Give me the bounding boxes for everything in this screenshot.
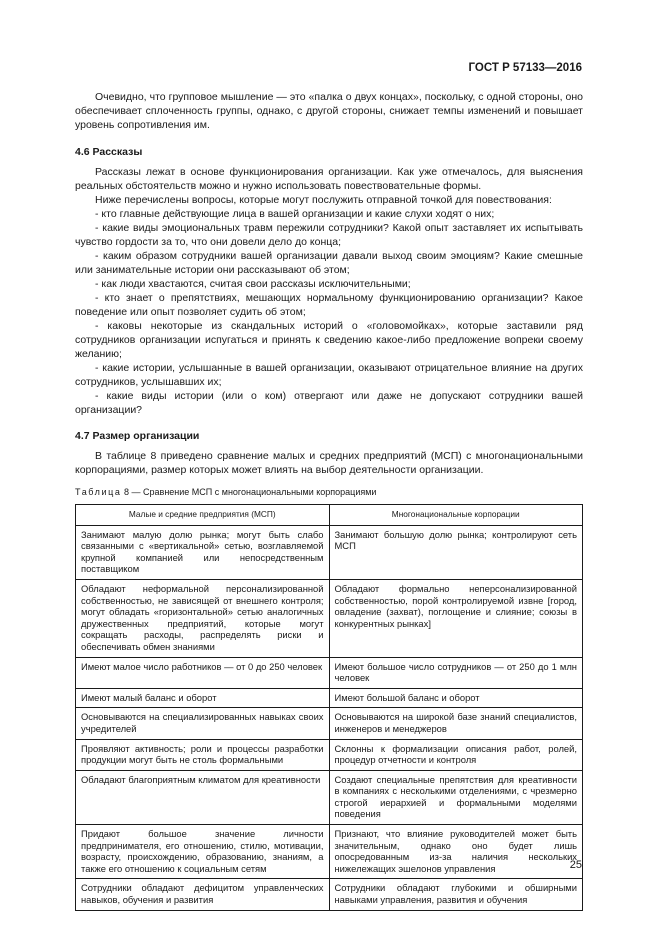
table-cell: Создают специальные препятствия для креативности в компаниях с несколькими отделениями, с чрезмерно строгой иерархией и формальными моделями поведения xyxy=(329,770,583,824)
table-cell: Обладают благоприятным климатом для креативности xyxy=(76,770,330,824)
table-cell: Имеют большой баланс и оборот xyxy=(329,688,583,708)
table-cell: Сотрудники обладают глубокими и обширными навыками управления, развития и обучения xyxy=(329,879,583,910)
list-item: - кто главные действующие лица в вашей организации и какие слухи ходят о них; xyxy=(95,208,495,220)
list-item: - кто знает о препятствиях, мешающих нормальному функционированию организации? Какое поведение или опыт позволяет судить об этом; xyxy=(75,292,583,318)
section-4-7-para1: В таблице 8 приведено сравнение малых и средних предприятий (МСП) с многонациональными корпорациями, размер которых может влиять на выбор деятельности организации. xyxy=(75,450,583,476)
document-body xyxy=(75,90,583,911)
table-row xyxy=(76,879,583,910)
table-cell: Занимают большую долю рынка; контролируют сеть МСП xyxy=(329,525,583,579)
column-header-corporations: Многонациональные корпорации xyxy=(329,505,583,526)
column-header-sme: Малые и средние предприятия (МСП) xyxy=(76,505,330,526)
table-row xyxy=(76,770,583,824)
intro-paragraph: Очевидно, что групповое мышление — это «палка о двух концах», поскольку, с одной стороны, оно обеспечивает сплоченность группы, однако, с другой стороны, снижает темпы изменений и повышает уровень сопротивления им. xyxy=(75,91,583,131)
list-item: - какие виды истории (или о ком) отвергают или даже не допускают сотрудники вашей организации? xyxy=(75,390,583,416)
standard-number: ГОСТ Р 57133—2016 xyxy=(468,62,582,74)
list-item: - каким образом сотрудники вашей организации давали выход своим эмоциям? Какие смешные или занимательные истории они рассказывают об этом; xyxy=(75,250,583,276)
table-cell: Признают, что влияние руководителей может быть значительным, однако оно будет лишь опосредованным из-за наличия нескольких нижележащих эшелонов управления xyxy=(329,825,583,879)
section-4-7-heading: 4.7 Размер организации xyxy=(75,430,200,442)
table-cell: Сотрудники обладают дефицитом управленческих навыков, обучения и развития xyxy=(76,879,330,910)
table-cell: Основываются на специализированных навыках своих учредителей xyxy=(76,708,330,739)
list-item: - какие виды эмоциональных травм пережили сотрудники? Какой опыт заставляет их испытывать чувство гордости за то, что они довели дело до конца; xyxy=(75,222,583,248)
table-row xyxy=(76,688,583,708)
table-cell: Основываются на широкой базе знаний специалистов, инженеров и менеджеров xyxy=(329,708,583,739)
comparison-table xyxy=(75,504,583,911)
table-cell: Придают большое значение личности предпринимателя, его отношению, стилю, мотивации, возрасту, происхождению, образованию, знаниям, а также его отношению к социальным сетям xyxy=(76,825,330,879)
table-cell: Склонны к формализации описания работ, ролей, процедур отчетности и контроля xyxy=(329,739,583,770)
table-caption-text: 8 — Сравнение МСП с многонациональными корпорациями xyxy=(124,487,377,497)
section-4-6-para1: Рассказы лежат в основе функционирования организации. Как уже отмечалось, для выяснения реальных обстоятельств можно и нужно использовать повествовательные формы. xyxy=(75,166,583,192)
list-item: - как люди хвастаются, считая свои рассказы исключительными; xyxy=(95,278,411,290)
table-cell: Имеют малый баланс и оборот xyxy=(76,688,330,708)
table-cell: Обладают неформальной персонализированной собственностью, не зависящей от внешнего контроля; могут обладать «горизонтальной» сетью аналогичных дружественных предприятий, которые могут сокращать расходы, распределять риски и обеспечивать обмен знаниями xyxy=(76,579,330,657)
list-item: - каковы некоторые из скандальных историй о «головомойках», которые заставили ряд сотрудников организации испугаться и принять к сведению какое-либо предложение вопреки своему желанию; xyxy=(75,320,583,360)
page-number: 25 xyxy=(569,859,582,871)
table-caption xyxy=(75,485,583,499)
list-item: - какие истории, услышанные в вашей организации, оказывают отрицательное влияние на других сотрудников, услышавших их; xyxy=(75,362,583,388)
table-row xyxy=(76,739,583,770)
section-4-6-heading: 4.6 Рассказы xyxy=(75,146,143,158)
table-row xyxy=(76,579,583,657)
table-row xyxy=(76,525,583,579)
table-row xyxy=(76,657,583,688)
table-header-row xyxy=(76,505,583,526)
section-4-6-para2: Ниже перечислены вопросы, которые могут послужить отправной точкой для повествования: xyxy=(95,194,552,206)
table-cell: Имеют малое число работников — от 0 до 250 человек xyxy=(76,657,330,688)
table-row xyxy=(76,825,583,879)
table-row xyxy=(76,708,583,739)
table-cell: Обладают формально неперсонализированной собственностью, порой контролируемой извне [город, овладение (захват), поглощение и слияние; союзы в конкурентных рынках] xyxy=(329,579,583,657)
table-cell: Занимают малую долю рынка; могут быть слабо связанными с «вертикальной» сетью, возглавляемой крупной компанией или непосредственным поставщиком xyxy=(76,525,330,579)
table-cell: Имеют большое число сотрудников — от 250 до 1 млн человек xyxy=(329,657,583,688)
table-cell: Проявляют активность; роли и процессы разработки продукции могут быть не столь формальными xyxy=(76,739,330,770)
table-caption-label: Таблица xyxy=(75,487,122,497)
